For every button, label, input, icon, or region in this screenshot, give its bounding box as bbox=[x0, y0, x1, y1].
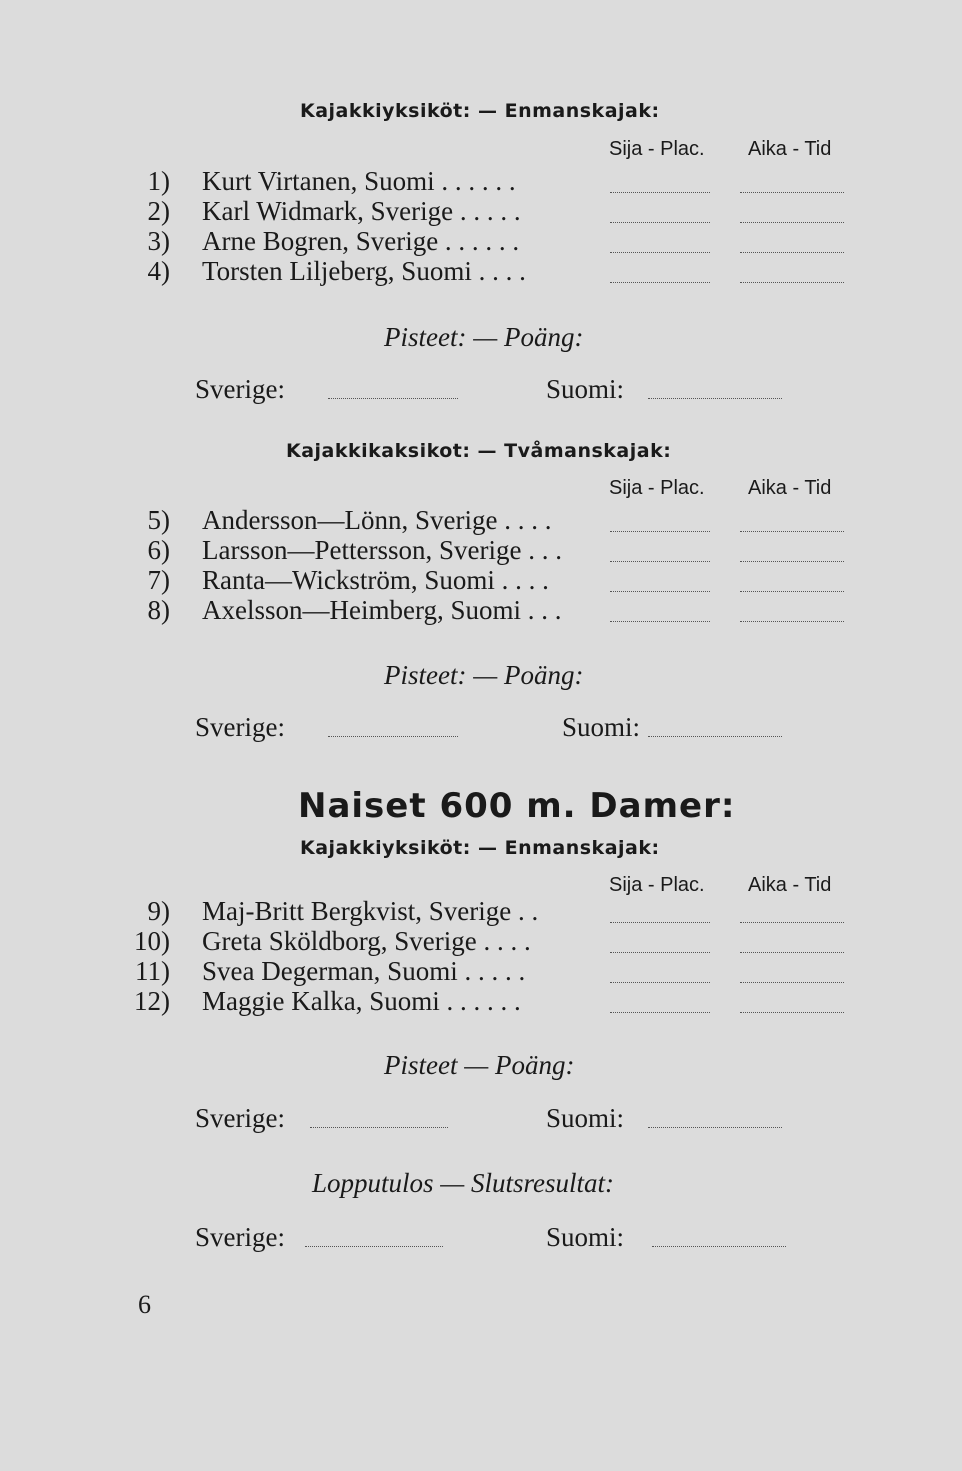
section2-points-heading: Pisteet: — Poäng: bbox=[384, 660, 584, 690]
entry-name: Andersson—Lönn, Sverige . . . . bbox=[202, 505, 552, 535]
entry-name: Svea Degerman, Suomi . . . . . bbox=[202, 956, 526, 986]
section3-col-place: Sija - Plac. bbox=[609, 874, 705, 896]
final-score-sweden-label: Sverige: bbox=[195, 1222, 285, 1252]
entry-name: Larsson—Pettersson, Sverige . . . bbox=[202, 535, 562, 565]
section1-heading: Kajakkiyksiköt: — Enmanskajak: bbox=[300, 100, 660, 122]
entry-number: 8) bbox=[147, 595, 170, 625]
entry-number: 9) bbox=[147, 896, 170, 926]
final-score-finland-label: Suomi: bbox=[546, 1222, 625, 1252]
list-item bbox=[0, 505, 962, 535]
list-item bbox=[0, 565, 962, 595]
entry-name: Maggie Kalka, Suomi . . . . . . bbox=[202, 986, 521, 1016]
time-blank bbox=[740, 252, 844, 253]
section1-score-finland-label: Suomi: bbox=[546, 374, 625, 404]
section3-score-sweden-blank bbox=[310, 1127, 448, 1128]
section1-score-sweden-label: Sverige: bbox=[195, 374, 285, 404]
section1-score-finland-blank bbox=[648, 398, 782, 399]
final-heading: Lopputulos — Slutsresultat: bbox=[312, 1168, 615, 1198]
list-item bbox=[0, 896, 962, 926]
entry-name: Torsten Liljeberg, Suomi . . . . bbox=[202, 256, 526, 286]
entry-name: Arne Bogren, Sverige . . . . . . bbox=[202, 226, 520, 256]
entry-number: 1) bbox=[147, 166, 170, 196]
section1-score-sweden-blank bbox=[328, 398, 458, 399]
list-item bbox=[0, 986, 962, 1016]
section2-score-finland-blank bbox=[648, 736, 782, 737]
entry-name: Maj-Britt Bergkvist, Sverige . . bbox=[202, 896, 539, 926]
final-score-finland-blank bbox=[652, 1246, 786, 1247]
entry-number: 3) bbox=[147, 226, 170, 256]
time-blank bbox=[740, 1012, 844, 1013]
section2-heading: Kajakkikaksikot: — Tvåmanskajak: bbox=[286, 440, 672, 462]
section1-points-heading: Pisteet: — Poäng: bbox=[384, 322, 584, 352]
place-blank bbox=[610, 922, 710, 923]
entry-name: Kurt Virtanen, Suomi . . . . . . bbox=[202, 166, 516, 196]
section2-col-time: Aika - Tid bbox=[748, 477, 832, 499]
place-blank bbox=[610, 591, 710, 592]
entry-number: 12) bbox=[134, 986, 170, 1016]
list-item bbox=[0, 196, 962, 226]
section3-score-finland-blank bbox=[648, 1127, 782, 1128]
place-blank bbox=[610, 282, 710, 283]
entry-number: 10) bbox=[134, 926, 170, 956]
list-item bbox=[0, 166, 962, 196]
entry-name: Axelsson—Heimberg, Suomi . . . bbox=[202, 595, 562, 625]
section3-points-heading: Pisteet — Poäng: bbox=[384, 1050, 575, 1080]
time-blank bbox=[740, 561, 844, 562]
entry-name: Ranta—Wickström, Suomi . . . . bbox=[202, 565, 549, 595]
entry-number: 4) bbox=[147, 256, 170, 286]
time-blank bbox=[740, 922, 844, 923]
place-blank bbox=[610, 192, 710, 193]
section3-heading: Kajakkiyksiköt: — Enmanskajak: bbox=[300, 837, 660, 859]
section1-col-place: Sija - Plac. bbox=[609, 138, 705, 160]
list-item bbox=[0, 956, 962, 986]
time-blank bbox=[740, 282, 844, 283]
place-blank bbox=[610, 531, 710, 532]
list-item bbox=[0, 256, 962, 286]
place-blank bbox=[610, 952, 710, 953]
list-item bbox=[0, 535, 962, 565]
time-blank bbox=[740, 531, 844, 532]
entry-number: 5) bbox=[147, 505, 170, 535]
place-blank bbox=[610, 561, 710, 562]
list-item bbox=[0, 595, 962, 625]
entry-number: 2) bbox=[147, 196, 170, 226]
section1-col-time: Aika - Tid bbox=[748, 138, 832, 160]
section3-title: Naiset 600 m. Damer: bbox=[298, 786, 736, 826]
time-blank bbox=[740, 982, 844, 983]
section2-col-place: Sija - Plac. bbox=[609, 477, 705, 499]
page-number: 6 bbox=[138, 1290, 151, 1319]
section3-col-time: Aika - Tid bbox=[748, 874, 832, 896]
section2-score-sweden-blank bbox=[328, 736, 458, 737]
place-blank bbox=[610, 621, 710, 622]
list-item bbox=[0, 926, 962, 956]
final-score-sweden-blank bbox=[305, 1246, 443, 1247]
place-blank bbox=[610, 982, 710, 983]
place-blank bbox=[610, 1012, 710, 1013]
section3-score-finland-label: Suomi: bbox=[546, 1103, 625, 1133]
section2-score-sweden-label: Sverige: bbox=[195, 712, 285, 742]
time-blank bbox=[740, 591, 844, 592]
time-blank bbox=[740, 222, 844, 223]
section2-score-finland-label: Suomi: bbox=[562, 712, 641, 742]
entry-number: 6) bbox=[147, 535, 170, 565]
time-blank bbox=[740, 192, 844, 193]
place-blank bbox=[610, 222, 710, 223]
section3-score-sweden-label: Sverige: bbox=[195, 1103, 285, 1133]
entry-number: 7) bbox=[147, 565, 170, 595]
entry-name: Karl Widmark, Sverige . . . . . bbox=[202, 196, 521, 226]
time-blank bbox=[740, 952, 844, 953]
place-blank bbox=[610, 252, 710, 253]
entry-number: 11) bbox=[135, 956, 170, 986]
entry-name: Greta Sköldborg, Sverige . . . . bbox=[202, 926, 531, 956]
list-item bbox=[0, 226, 962, 256]
time-blank bbox=[740, 621, 844, 622]
